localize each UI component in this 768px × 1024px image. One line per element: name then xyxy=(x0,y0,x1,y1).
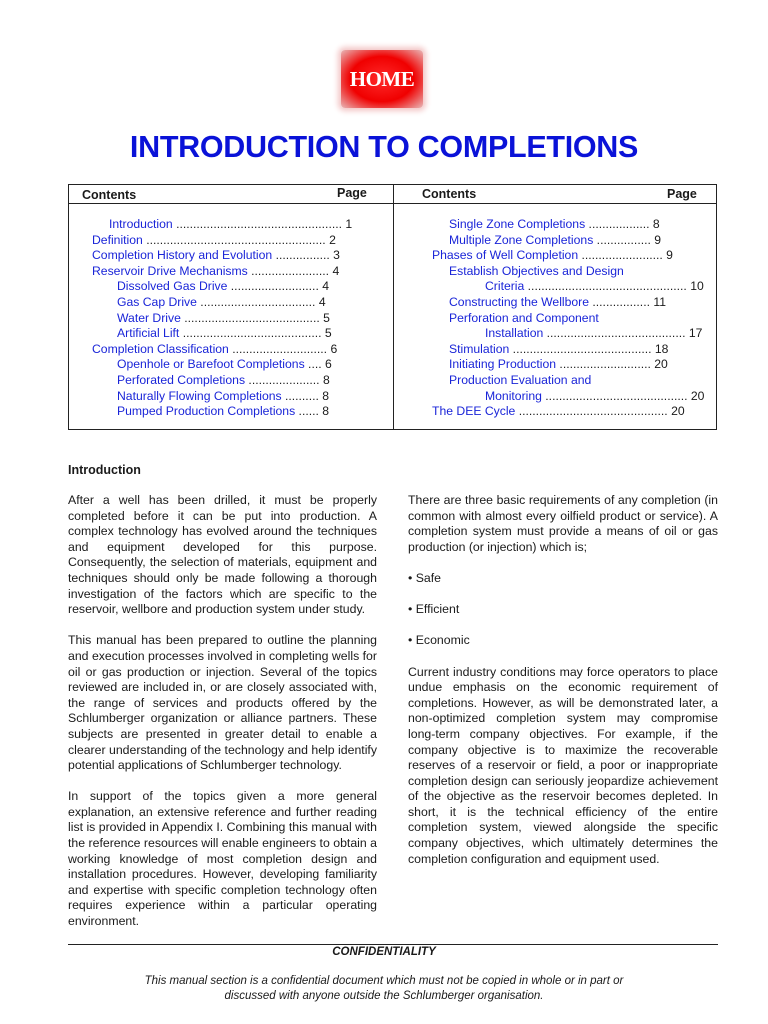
toc-entry[interactable] xyxy=(117,295,326,310)
toc-entry-label: Initiating Production xyxy=(449,357,557,372)
toc-entry[interactable] xyxy=(117,279,329,294)
toc-left-contents-heading: Contents xyxy=(82,188,137,202)
toc-entry-page: 2 xyxy=(329,232,336,247)
toc-entry-label: Establish Objectives and Design xyxy=(449,263,624,278)
toc-entry[interactable] xyxy=(449,373,591,388)
section-heading: Introduction xyxy=(68,463,141,477)
paragraph: In support of the topics given a more general explanation, an extensive reference and further reading list is provided in Appendix I. Combining this manual with the reference resources will enable engineers to obtain a working knowledge of most completion design and installation procedures. However, developing familiarity and expertise with specific completion technology often requires experience within a particular operating environment. xyxy=(68,789,377,929)
toc-entry-leader: ..................... xyxy=(245,373,320,387)
toc-entry[interactable] xyxy=(117,373,330,388)
toc-entry-leader: .......... xyxy=(281,388,319,403)
footer-line: discussed with anyone outside the Schlumberger organisation. xyxy=(224,990,544,1002)
toc-entry[interactable] xyxy=(485,326,702,341)
toc-entry-label: Pumped Production Completions xyxy=(117,404,296,419)
toc-entry-leader: ......................................... xyxy=(543,326,686,341)
toc-entry-page: 9 xyxy=(654,232,662,247)
toc-entry-label: Perforation and Component xyxy=(449,310,599,325)
paragraph: After a well has been drilled, it must be properly completed before it can be put into production. A complex technology has evolved around the techniques and equipment developed for this purpose. Consequently, the selection of materials, equipment and techniques should only be made following a thorough investigation of the factors which are specific to the reservoir, wellbore and production system under study. xyxy=(68,493,377,617)
toc-divider xyxy=(393,185,394,429)
toc-entry-leader: ........................................ xyxy=(180,310,320,325)
toc-entry-page: 4 xyxy=(332,263,340,278)
toc-entry[interactable] xyxy=(92,233,336,248)
page-title: INTRODUCTION TO COMPLETIONS xyxy=(129,130,639,164)
bullet-item: • Safe xyxy=(408,570,442,585)
toc-entry-label: Openhole or Barefoot Completions xyxy=(117,357,305,372)
toc-entry-label: Phases of Well Completion xyxy=(432,248,579,263)
toc-entry[interactable] xyxy=(432,248,673,263)
toc-entry-label: Naturally Flowing Completions xyxy=(117,388,282,403)
toc-entry-leader: ................ xyxy=(593,232,651,247)
toc-entry[interactable] xyxy=(117,326,332,341)
toc-entry[interactable] xyxy=(485,279,704,294)
toc-entry-page: 3 xyxy=(333,248,340,263)
toc-entry-page: 11 xyxy=(653,295,667,309)
toc-entry[interactable] xyxy=(449,233,661,248)
home-button-label: HOME xyxy=(349,66,415,91)
left-column xyxy=(68,493,377,945)
toc-entry-page: 8 xyxy=(322,388,330,403)
toc-entry-page: 4 xyxy=(318,295,326,309)
toc-entry-leader: ..................................................... xyxy=(142,232,326,247)
toc-entry-leader: .... xyxy=(304,357,322,372)
toc-entry[interactable] xyxy=(449,295,666,310)
toc-entry-leader: ................ xyxy=(272,248,330,263)
toc-entry-leader: ............................................ xyxy=(515,404,668,419)
toc-entry-page: 8 xyxy=(322,404,330,419)
paragraph: This manual has been prepared to outline the planning and execution processes involved in completing wells for oil or gas production or injection. Several of the topics reviewed are included in, or are closely associated with, the range of services and products offered by the Schlumberger organization or alliance partners. These subjects are presented in greater detail to enable a clearer understanding of the technology and help identify potential applications of Schlumberger technology. xyxy=(68,633,378,773)
toc-entry-leader: .................. xyxy=(585,217,650,231)
toc-entry[interactable] xyxy=(117,311,330,326)
footer-notice xyxy=(0,974,768,1004)
toc-entry-leader: ...... xyxy=(295,404,319,419)
toc-entry-label: Criteria xyxy=(485,279,525,294)
toc-left-page-heading: Page xyxy=(337,186,367,200)
toc-entry[interactable] xyxy=(92,264,339,279)
toc-entry[interactable] xyxy=(92,342,337,357)
toc-entry-label: Stimulation xyxy=(449,341,510,356)
toc-entry-label: Monitoring xyxy=(485,388,542,403)
toc-entry-label: Completion History and Evolution xyxy=(92,248,273,263)
toc-entry-page: 8 xyxy=(652,217,660,231)
toc-entry-leader: ................. xyxy=(589,295,650,309)
toc-entry-leader: .......................................... xyxy=(541,388,688,403)
right-column xyxy=(408,493,718,883)
toc-entry-label: Perforated Completions xyxy=(117,373,246,387)
toc-entry-label: Reservoir Drive Mechanisms xyxy=(92,263,248,278)
toc-entry-page: 10 xyxy=(690,279,704,294)
paragraph: There are three basic requirements of any completion (in common with almost every oilfield product or service). A completion system must provide a means of oil or gas production (or injection) which is; xyxy=(408,493,718,554)
toc-entry-label: The DEE Cycle xyxy=(432,404,516,419)
toc-entry[interactable] xyxy=(117,389,329,404)
toc-entry-label: Installation xyxy=(485,326,544,341)
paragraph: Current industry conditions may force operators to place undue emphasis on the economic requirement of completions. However, as will be demonstrated later, a non-optimized completion system may compromise long-term company objectives. For example, if the company objective is to maximize the recoverable reserves of a reservoir or field, a poor or inappropriate completion design can seriously jeopardize achievement of the objective as the reservoir becomes depleted. In short, it is the technical efficiency of the entire completion system, viewed alongside the specific company objectives, which ultimately determines the completion configuration and equipment used. xyxy=(408,664,718,866)
toc-entry-page: 4 xyxy=(322,279,330,294)
toc-entry-label: Production Evaluation and xyxy=(449,373,592,387)
toc-entry-label: Completion Classification xyxy=(92,341,229,356)
toc-entry[interactable] xyxy=(92,248,340,263)
toc-entry-label: Constructing the Wellbore xyxy=(449,295,590,309)
toc-left-header xyxy=(69,185,393,204)
toc-entry-label: Water Drive xyxy=(117,310,181,325)
toc-entry-label: Definition xyxy=(92,232,143,247)
toc-entry[interactable] xyxy=(449,311,599,326)
toc-entry[interactable] xyxy=(449,217,660,232)
footer-line: This manual section is a confidential document which must not be copied in whole or in part or xyxy=(144,975,624,987)
toc-entry[interactable] xyxy=(109,217,352,232)
toc-entry-page: 1 xyxy=(345,217,353,231)
toc-entry-page: 20 xyxy=(654,357,668,372)
toc-entry[interactable] xyxy=(449,357,668,372)
toc-entry-page: 5 xyxy=(324,326,332,341)
toc-entry-label: Gas Cap Drive xyxy=(117,295,197,309)
bullet-item: • Efficient xyxy=(408,602,460,617)
toc-right-page-heading: Page xyxy=(667,187,697,201)
toc-entry[interactable] xyxy=(449,264,624,279)
toc-entry-leader: .................................. xyxy=(196,295,316,309)
toc-right-header xyxy=(394,185,716,204)
toc-entry-leader: ........................... xyxy=(556,357,651,372)
toc-right-contents-heading: Contents xyxy=(422,187,477,201)
toc-entry-label: Introduction xyxy=(109,217,173,231)
toc-entry-leader: ................................................. xyxy=(172,217,342,231)
toc-entry-page: 6 xyxy=(330,341,338,356)
toc-entry-page: 17 xyxy=(688,326,703,341)
toc-entry[interactable] xyxy=(117,357,332,372)
home-button[interactable] xyxy=(341,50,423,108)
toc-entry-leader: .......................... xyxy=(227,279,319,294)
toc-entry-leader: ......................................... xyxy=(509,341,652,356)
toc-entry-leader: ....................... xyxy=(247,263,330,278)
toc-entry-page: 9 xyxy=(666,248,673,263)
toc-entry-page: 20 xyxy=(690,388,705,403)
toc-entry-leader: ............................ xyxy=(228,341,328,356)
toc-entry-page: 18 xyxy=(654,341,669,356)
toc-entry-page: 8 xyxy=(322,373,330,387)
toc-entry-label: Artificial Lift xyxy=(117,326,180,341)
toc-entry-leader: ........................ xyxy=(578,248,663,263)
toc-entry-leader: ......................................... xyxy=(179,326,322,341)
footer-title: CONFIDENTIALITY xyxy=(332,946,436,958)
toc-entry-label: Multiple Zone Completions xyxy=(449,232,594,247)
toc-entry[interactable] xyxy=(485,389,704,404)
toc-entry-label: Dissolved Gas Drive xyxy=(117,279,228,294)
toc-entry-leader: ............................................... xyxy=(524,279,687,294)
footer-divider xyxy=(68,944,718,945)
toc-entry[interactable] xyxy=(117,404,329,419)
bullet-item: • Economic xyxy=(408,633,470,648)
toc-entry-label: Single Zone Completions xyxy=(449,217,586,231)
toc-entry[interactable] xyxy=(449,342,668,357)
toc-entry[interactable] xyxy=(432,404,685,419)
toc-entry-page: 5 xyxy=(323,310,330,325)
toc-entry-page: 6 xyxy=(325,357,332,372)
toc-entry-page: 20 xyxy=(671,404,685,419)
